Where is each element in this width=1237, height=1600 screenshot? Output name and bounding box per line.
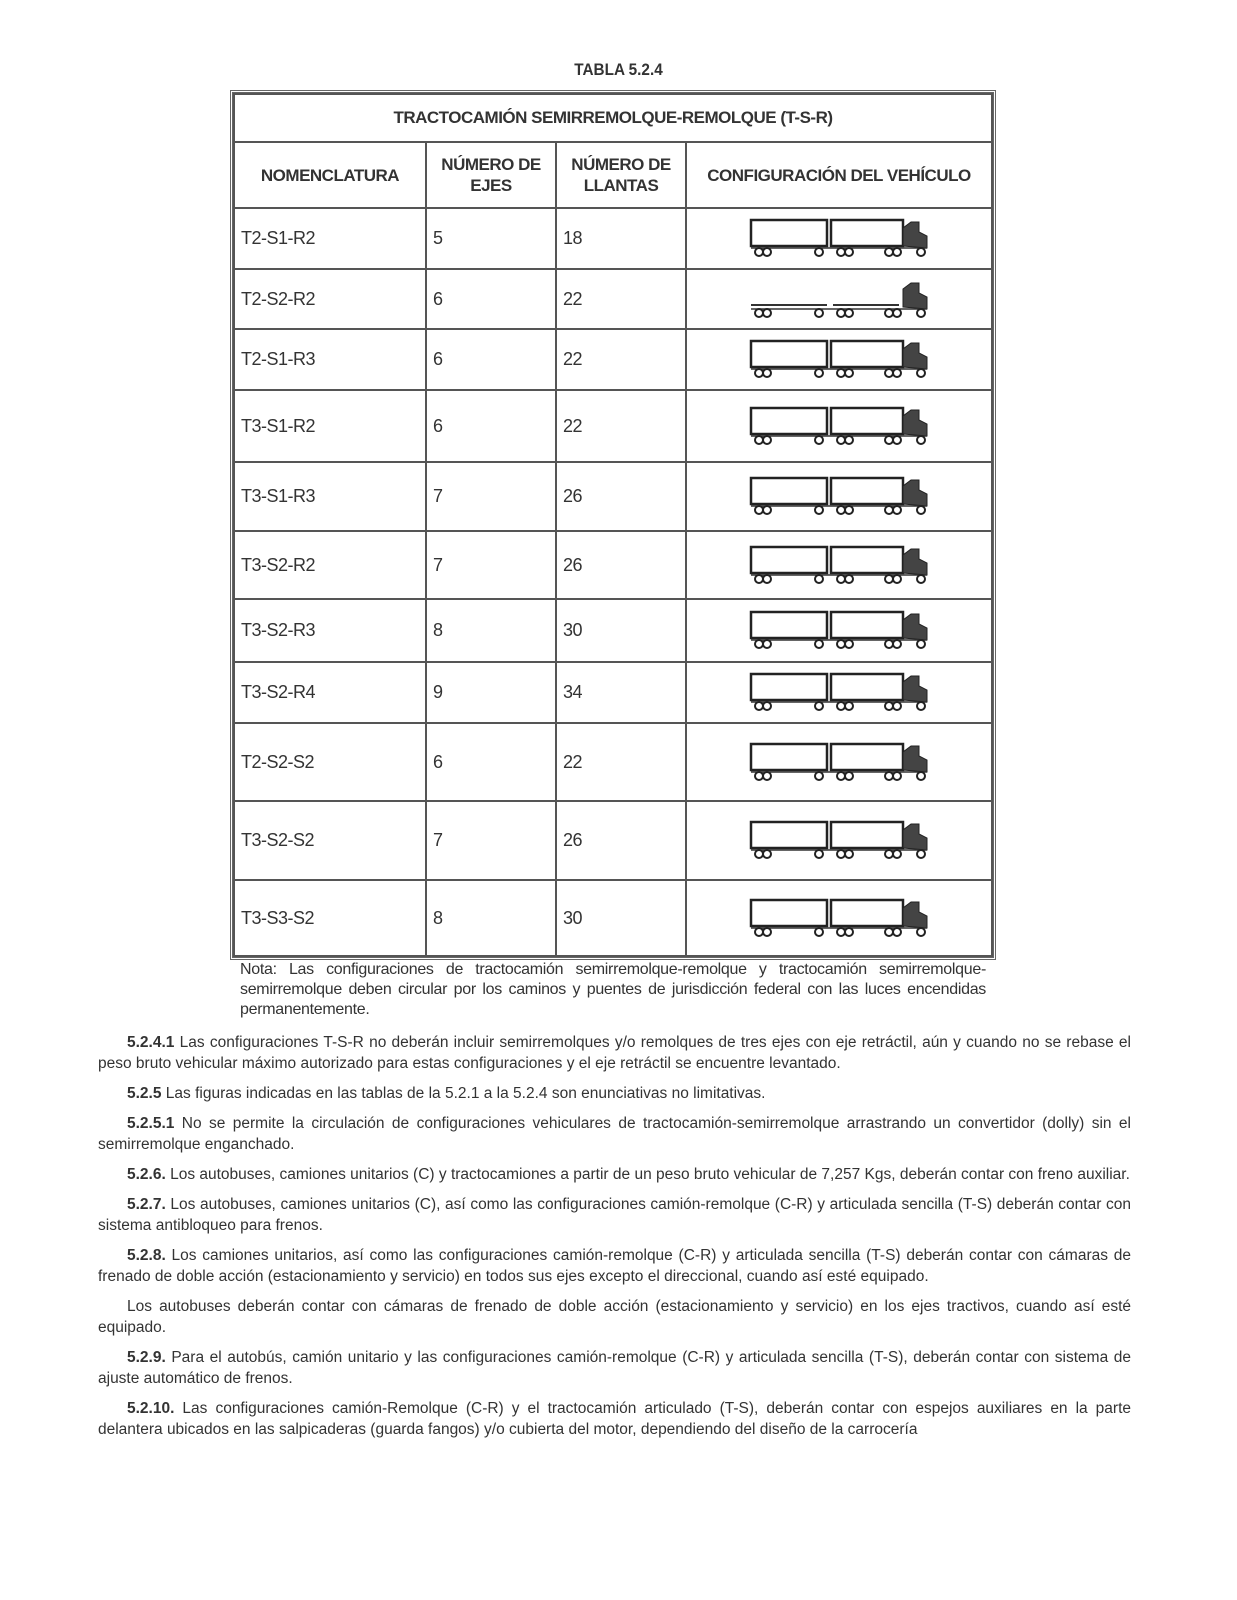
b-train-truck-icon <box>749 922 929 942</box>
cell-llantas: 26 <box>556 462 686 531</box>
double-trailer-truck-icon <box>749 696 929 716</box>
paragraph <box>98 1194 1131 1236</box>
cell-llantas: 22 <box>556 269 686 329</box>
cell-ejes: 5 <box>426 208 556 269</box>
table-row <box>234 208 992 269</box>
paragraph-text: Para el autobús, camión unitario y las configuraciones camión-remolque (C-R) y articulada sencilla (T-S), deberán contar con sistema de ajuste automático de frenos. <box>98 1349 1131 1387</box>
cell-ejes: 6 <box>426 329 556 390</box>
cell-ejes: 7 <box>426 531 556 599</box>
section-number: 5.2.9. <box>127 1349 166 1366</box>
paragraph-text: No se permite la circulación de configuraciones vehiculares de tractocamión-semirremolque arrastrando un convertidor (dolly) sin el semirremolque enganchado. <box>98 1115 1131 1153</box>
cell-nomenclatura: T2-S2-R2 <box>234 269 426 329</box>
paragraph-text: Los autobuses deberán contar con cámaras de frenado de doble acción (estacionamiento y servicio) en los ejes tractivos, cuando así esté equipado. <box>98 1298 1131 1336</box>
cell-llantas: 34 <box>556 662 686 723</box>
section-number: 5.2.4.1 <box>127 1034 175 1051</box>
cell-nomenclatura: T3-S1-R3 <box>234 462 426 531</box>
paragraph <box>98 1032 1131 1074</box>
b-train-truck-icon <box>749 766 929 786</box>
cell-ejes: 6 <box>426 390 556 462</box>
cell-configuracion <box>686 269 992 329</box>
cell-nomenclatura: T3-S2-R3 <box>234 599 426 662</box>
cell-nomenclatura: T3-S3-S2 <box>234 880 426 956</box>
table-row <box>234 390 992 462</box>
paragraph <box>98 1113 1131 1155</box>
cell-nomenclatura: T2-S2-S2 <box>234 723 426 801</box>
cell-llantas: 22 <box>556 329 686 390</box>
table-row <box>234 662 992 723</box>
cell-llantas: 26 <box>556 531 686 599</box>
cell-llantas: 30 <box>556 599 686 662</box>
cell-configuracion <box>686 723 992 801</box>
cell-nomenclatura: T2-S1-R2 <box>234 208 426 269</box>
table-row <box>234 329 992 390</box>
cell-ejes: 6 <box>426 723 556 801</box>
cell-ejes: 8 <box>426 599 556 662</box>
section-number: 5.2.7. <box>127 1196 166 1213</box>
paragraph-text: Los autobuses, camiones unitarios (C) y tractocamiones a partir de un peso bruto vehicular de 7,257 Kgs, deberán contar con freno auxiliar. <box>165 1166 1130 1183</box>
section-number: 5.2.10. <box>127 1400 175 1417</box>
cell-configuracion <box>686 599 992 662</box>
cell-nomenclatura: T3-S2-R4 <box>234 662 426 723</box>
double-trailer-truck-icon <box>749 363 929 383</box>
column-header-configuracion: CONFIGURACIÓN DEL VEHÍCULO <box>686 142 992 208</box>
column-header-ejes: NÚMERO DE EJES <box>426 142 556 208</box>
double-trailer-truck-icon <box>749 242 929 262</box>
cell-llantas: 26 <box>556 801 686 880</box>
paragraph-text: Los autobuses, camiones unitarios (C), así como las configuraciones camión-remolque (C-R) y articulada sencilla (T-S) deberán contar con sistema antibloqueo para frenos. <box>98 1196 1131 1234</box>
cell-nomenclatura: T2-S1-R3 <box>234 329 426 390</box>
section-number: 5.2.5 <box>127 1085 162 1102</box>
table-row <box>234 531 992 599</box>
table-title: TABLA 5.2.4 <box>574 60 663 79</box>
cell-llantas: 22 <box>556 723 686 801</box>
table-row <box>234 269 992 329</box>
cell-llantas: 30 <box>556 880 686 956</box>
cell-configuracion <box>686 462 992 531</box>
paragraph-text: Las figuras indicadas en las tablas de la 5.2.1 a la 5.2.4 son enunciativas no limitativas. <box>161 1085 766 1102</box>
section-number: 5.2.5.1 <box>127 1115 175 1132</box>
paragraph <box>98 1245 1131 1287</box>
cell-nomenclatura: T3-S1-R2 <box>234 390 426 462</box>
paragraph <box>98 1296 1131 1338</box>
cell-nomenclatura: T3-S2-S2 <box>234 801 426 880</box>
b-train-truck-icon <box>749 844 929 864</box>
body-text <box>98 1032 1131 1449</box>
table-row <box>234 599 992 662</box>
paragraph-text: Los camiones unitarios, así como las configuraciones camión-remolque (C-R) y articulada sencilla (T-S) deberán contar con cámaras de frenado de doble acción (estacionamiento y servicio) en todos sus ejes excepto el direccional, cuando así esté equipado. <box>98 1247 1131 1285</box>
table-row <box>234 801 992 880</box>
cell-configuracion <box>686 880 992 956</box>
section-number: 5.2.6. <box>127 1166 166 1183</box>
double-trailer-truck-icon <box>749 569 929 589</box>
section-number: 5.2.8. <box>127 1247 166 1264</box>
cell-configuracion <box>686 662 992 723</box>
table-row <box>234 462 992 531</box>
cell-configuracion <box>686 801 992 880</box>
paragraph <box>98 1083 1131 1104</box>
table-caption: TRACTOCAMIÓN SEMIRREMOLQUE-REMOLQUE (T-S-R) <box>234 94 992 142</box>
table-row <box>234 880 992 956</box>
cell-configuracion <box>686 208 992 269</box>
cell-ejes: 6 <box>426 269 556 329</box>
cell-ejes: 7 <box>426 462 556 531</box>
paragraph-text: Las configuraciones camión-Remolque (C-R) y el tractocamión articulado (T-S), deberán contar con espejos auxiliares en la parte delantera ubicados en las salpicaderas (guarda fangos) y/o cubierta del motor, dependiendo del diseño de la carrocería <box>98 1400 1131 1438</box>
cell-llantas: 22 <box>556 390 686 462</box>
table-note: Nota: Las configuraciones de tractocamión semirremolque-remolque y tractocamión semirremolque-semirremolque deben circular por los caminos y puentes de jurisdicción federal con las luces encendidas permanentemente. <box>240 961 986 1018</box>
cell-configuracion <box>686 531 992 599</box>
paragraph <box>98 1164 1131 1185</box>
cell-configuracion <box>686 329 992 390</box>
cell-ejes: 7 <box>426 801 556 880</box>
cell-ejes: 8 <box>426 880 556 956</box>
table-row <box>234 723 992 801</box>
column-header-nomenclatura: NOMENCLATURA <box>234 142 426 208</box>
column-header-llantas: NÚMERO DE LLANTAS <box>556 142 686 208</box>
cell-nomenclatura: T3-S2-R2 <box>234 531 426 599</box>
cell-ejes: 9 <box>426 662 556 723</box>
cell-configuracion <box>686 390 992 462</box>
double-trailer-truck-icon <box>749 430 929 450</box>
paragraph-text: Las configuraciones T-S-R no deberán incluir semirremolques y/o remolques de tres ejes con eje retráctil, aún y cuando no se rebase el peso bruto vehicular máximo autorizado para estas configuraciones y el eje retráctil se encuentre levantado. <box>98 1034 1131 1072</box>
vehicle-configuration-table <box>230 90 996 960</box>
double-trailer-truck-icon <box>749 500 929 520</box>
double-trailer-truck-icon <box>749 634 929 654</box>
cell-llantas: 18 <box>556 208 686 269</box>
flatbed-double-trailer-truck-icon <box>749 303 929 323</box>
paragraph <box>98 1347 1131 1389</box>
paragraph <box>98 1398 1131 1440</box>
